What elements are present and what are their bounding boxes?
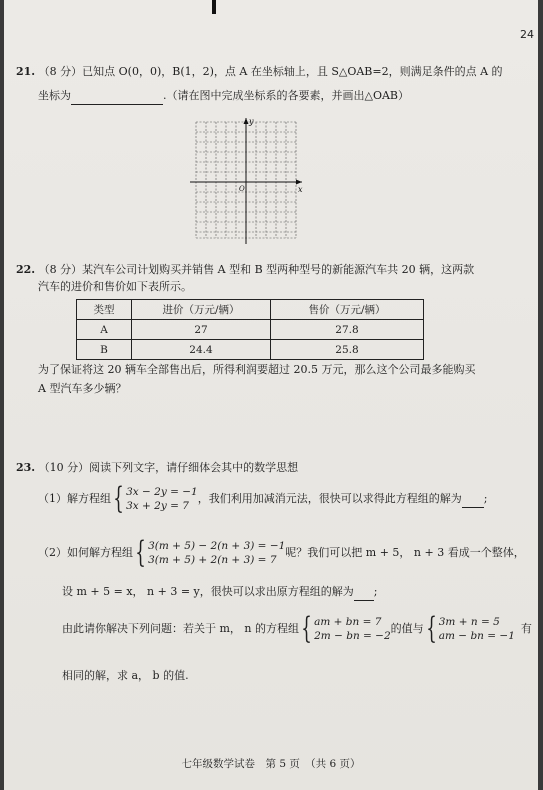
q23-p3-end: 有 — [520, 622, 532, 635]
exam-page — [4, 0, 538, 790]
equation-system-2 — [133, 535, 286, 570]
q23-number: 23. — [16, 461, 36, 474]
page-corner-number: 24 — [520, 28, 534, 41]
equation: 3(m + 5) + 2(n + 3) = 7 — [148, 554, 277, 566]
table-row — [77, 340, 424, 360]
q23-line1 — [16, 460, 298, 476]
table-cell: B — [77, 340, 132, 360]
q22-points: （8 分） — [38, 263, 83, 276]
equation: 2m − bn = −2 — [314, 630, 391, 642]
q21-line1 — [16, 64, 503, 80]
equation-system-4 — [424, 611, 515, 646]
q21-text2-suffix: .（请在图中完成坐标系的各要素，并画出△OAB） — [163, 89, 410, 102]
q23-p1-prefix: （1）解方程组 — [38, 492, 111, 505]
q23-p2-line2-text: 设 m + 5 = x， n + 3 = y，很快可以求出原方程组的解为 — [62, 585, 354, 598]
brace-icon: { — [113, 481, 124, 516]
equation: 3x + 2y = 7 — [126, 500, 189, 512]
table-cell: 27.8 — [271, 320, 424, 340]
origin-label: O — [239, 185, 245, 193]
price-table — [76, 299, 424, 360]
q23-p3-prefix: 由此请你解决下列问题：若关于 m， n 的方程组 — [62, 622, 300, 635]
equation-system-3 — [299, 611, 391, 646]
q23-p1-suffix: ，我们利用加减消元法，很快可以求得此方程组的解为 — [197, 492, 462, 505]
axis-y-label: y — [249, 117, 254, 126]
equation-system-1 — [111, 481, 198, 516]
equation: am + bn = 7 — [314, 616, 382, 628]
table-header: 售价（万元/辆） — [271, 300, 424, 320]
page-footer: 七年级数学试卷 第 5 页 （共 6 页） — [181, 758, 361, 770]
table-cell: 25.8 — [271, 340, 424, 360]
axis-x-label: x — [298, 185, 303, 194]
table-cell: 27 — [132, 320, 271, 340]
q22-text3: 为了保证将这 20 辆车全部售出后，所得利润要超过 20.5 万元，那么这个公司最多能购买 — [38, 363, 476, 376]
q22-line2: 汽车的进价和售价如下表所示。 — [38, 280, 192, 293]
q21-points: （8 分） — [38, 65, 83, 78]
q23-part2 — [38, 535, 525, 570]
q23-p2-line2: 设 m + 5 = x， n + 3 = y，很快可以求出原方程组的解为 ; — [62, 584, 377, 601]
q23-p2-suffix: 呢？我们可以把 m + 5， n + 3 看成一个整体， — [285, 546, 525, 559]
coordinate-grid — [190, 116, 306, 244]
table-header: 类型 — [77, 300, 132, 320]
q21-text2-prefix: 坐标为 — [38, 89, 71, 102]
table-cell: 24.4 — [132, 340, 271, 360]
table-header-row — [77, 300, 424, 320]
table-header: 进价（万元/辆） — [132, 300, 271, 320]
q22-line1 — [16, 262, 474, 278]
q22-text1: 某汽车公司计划购买并销售 A 型和 B 型两种型号的新能源汽车共 20 辆，这两款 — [82, 263, 475, 276]
q23-part1: （1）解方程组 { 3x − 2y = −1 3x + 2y = 7 ，我们利用加减消元法，很快可以求得此方程组的解为 ; — [38, 481, 488, 516]
equation: 3m + n = 5 — [438, 616, 500, 628]
q21-line2 — [38, 88, 409, 105]
q21-text1: 已知点 O(0，0)，B(1，2)，点 A 在坐标轴上，且 S△OAB=2，则满足条件的点 A 的 — [82, 65, 503, 78]
q23-p1-answer-blank[interactable] — [462, 491, 484, 508]
table-row — [77, 320, 424, 340]
table-cell: A — [77, 320, 132, 340]
q23-points: （10 分） — [38, 461, 90, 474]
brace-icon: { — [425, 611, 437, 646]
q22-text4: A 型汽车多少辆？ — [38, 382, 127, 395]
q21-answer-blank[interactable] — [71, 88, 163, 105]
q23-p2-prefix: （2）如何解方程组 — [38, 546, 133, 559]
q23-p2-answer-blank[interactable] — [354, 584, 374, 601]
q23-intro: 阅读下列文字，请仔细体会其中的数学思想 — [89, 461, 299, 474]
brace-icon: { — [135, 535, 146, 570]
q23-p3-mid: 的值与 — [390, 622, 424, 635]
equation: am − bn = −1 — [438, 630, 515, 642]
q23-p3-line2: 相同的解，求 a， b 的值. — [62, 669, 189, 682]
q22-number: 22. — [16, 263, 36, 276]
binding-mark — [212, 0, 216, 14]
equation: 3(m + 5) − 2(n + 3) = −1 — [148, 540, 286, 552]
q23-part3 — [62, 611, 532, 646]
equation: 3x − 2y = −1 — [126, 486, 198, 498]
brace-icon: { — [301, 611, 312, 646]
q21-number: 21. — [16, 65, 36, 78]
